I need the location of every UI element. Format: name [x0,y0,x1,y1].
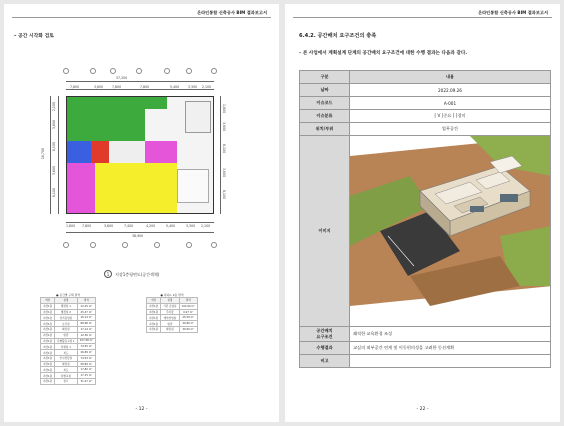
table-cell: 지상1층 [147,315,161,321]
table-cell: 31.47 m² [77,379,95,385]
table-cell: 지상1층 [41,344,55,350]
table-cell: 행정실 1 [55,303,78,309]
zone-magenta [145,141,177,163]
bottom-dim: 1,800 [66,224,76,228]
table-cell: 지상1층 [147,303,161,309]
table-cell: 30.50 m² [179,327,197,333]
left-dim: 8,100 [52,188,56,198]
table-caption: ● 지하1, 2층 면적 [160,292,184,297]
bottom-dim: 5,400 [166,224,176,228]
table-cell: 보건실 [55,321,78,327]
zone-yellow [95,163,177,213]
table-cell: 창고 [55,379,78,385]
right-dim: 3,600 [222,168,226,178]
grid-marker [90,242,96,248]
right-dim: 8,100 [222,190,226,200]
left-dim: 8,100 [52,142,56,152]
left-dim: 3,600 [52,166,56,176]
dim-line [58,96,59,214]
table-cell: 주차장 [161,309,179,315]
row-key: 이슈분류 [300,110,350,123]
right-dim: 3,600 [222,122,226,132]
row-key: 수행결과 [300,342,350,355]
table-header: 구분 [300,71,350,84]
top-total-dim: 37,200 [116,76,128,80]
grid-marker [186,242,192,248]
row-value: A-001 [350,97,551,110]
table-cell: 지상1층 [41,350,55,356]
row-value: [ V ]중요 [ ]경미 [350,110,551,123]
area-table-2 [146,292,198,333]
table-cell: 지상1층 [41,332,55,338]
table-header: 실명 [55,298,78,304]
page-number: - 12 - [135,407,148,412]
grid-marker [110,68,116,74]
table-cell: 기관 운영실 [161,303,179,309]
area-table-1 [40,292,96,385]
page-header: 온라인통합 신축공사 BIM 결과보고서 [197,10,267,15]
table-header: 면적 [77,298,95,304]
table-cell: 지상1층 [41,361,55,367]
table-cell: 현관 [55,332,78,338]
bottom-dim: 3,600 [104,224,114,228]
table-cell: 특별교실 [55,373,78,379]
bottom-dim: 4,200 [146,224,156,228]
grid-marker [186,68,192,74]
grid-marker [211,68,217,74]
top-dim: 7,800 [140,85,150,89]
top-dim: 3,300 [188,85,198,89]
table-header: 색상 [41,298,55,304]
left-dim: 3,600 [52,120,56,130]
page-number: - 22 - [416,407,429,412]
table-cell: 특별활동교실 1 [55,338,78,344]
grid-marker [63,242,69,248]
plan-caption-text: 지상1층평면도(공간색채) [115,272,160,277]
section-title: – 공간 시각화 검토 [14,34,54,39]
building-outline [66,96,214,214]
dim-line [50,96,51,214]
grid-marker [136,68,142,74]
table-cell: 복도 [55,350,78,356]
zone-magenta [67,163,95,213]
row-key: 위치/부위 [300,123,350,136]
dim-line [66,89,214,90]
header-rule [12,17,271,18]
render-cell [350,136,551,327]
table-cell: 상가용업실 [55,315,78,321]
table-cell: 26.89 m² [77,350,95,356]
grid-marker [122,242,128,248]
row-value [350,355,551,368]
table-cell: 지상1층 [41,303,55,309]
table-cell: 화장실 [55,327,78,333]
row-value: 교실의 외부공간 연계 및 이동편의성을 고려한 동선계획 [350,342,551,355]
table-cell: 25.50 m² [179,315,197,321]
plan-number: 1 [104,270,112,278]
row-key: 이미지 [300,136,350,327]
floor-plan [28,66,228,266]
dim-line [66,222,214,223]
table-cell: 12.36 m² [77,332,95,338]
row-value: 2022.09.26 [350,84,551,97]
table-cell: 지상1층 [41,327,55,333]
header-rule [293,17,552,18]
top-dim: 2,100 [202,85,212,89]
top-dim: 5,400 [170,85,180,89]
row-key: 비고 [300,355,350,368]
table-cell: 107.98 m² [77,338,95,344]
table-cell: 화장실 [55,361,78,367]
plan-caption [104,270,159,278]
right-dim: 8,100 [222,144,226,154]
grid-marker [211,242,217,248]
table-cell: 지상1층 [41,367,55,373]
table-cell: 17.14 m² [77,327,95,333]
table-row [41,379,96,385]
table-cell: 행정실 2 [55,309,78,315]
bottom-dim: 7,400 [124,224,134,228]
table-cell: 지상1층 [147,309,161,315]
zone-stair [185,101,211,133]
table-cell: 특별실 1 [55,344,78,350]
table-header: 색상 [147,298,161,304]
bottom-total-dim: 38,900 [132,234,144,238]
issue-table [299,70,551,368]
left-total-dim: 18,700 [41,148,45,160]
table-cell: 지상1층 [41,321,55,327]
row-key: 공간배치 요구조건 [300,327,350,342]
top-dim: 3,600 [94,85,104,89]
dim-line [66,81,214,82]
page-left [4,4,279,422]
bottom-dim: 2,100 [201,224,211,228]
table-row [147,327,198,333]
page-right [285,4,560,422]
table-cell: 58.89 m² [77,361,95,367]
table-cell: 지상1층 [41,355,55,361]
top-dim: 7,800 [70,85,80,89]
table-cell: 68.98 m² [77,321,95,327]
top-dim: 7,800 [112,85,122,89]
table-header: 내용 [350,71,551,84]
table-cell: 17.82 m² [77,367,95,373]
table-cell: 74.55 m² [77,344,95,350]
table-cell: 16.14 m² [77,315,95,321]
zone-corridor [109,141,145,163]
table-cell: 지상1층 [41,379,55,385]
grid-marker [90,68,96,74]
left-dim: 2,100 [52,102,56,112]
page-header: 온라인통합 신축공사 BIM 결과보고서 [478,10,548,15]
dim-line [220,96,221,214]
table-cell: 지상1층 [41,309,55,315]
table-cell: 74.53 m² [77,355,95,361]
row-value: 업무공간 [350,123,551,136]
table-cell: 12.25 m² [77,303,95,309]
zone-green [67,97,145,141]
bottom-dim: 7,800 [82,224,92,228]
dim-line [66,232,214,233]
table-cell: 25.47 m² [77,309,95,315]
table-cell: 복도 [55,367,78,373]
row-key: 날짜 [300,84,350,97]
table-cell: 계약상업실 [161,315,179,321]
grid-marker [154,242,160,248]
zone-blue [67,141,91,163]
bim-3d-render [350,136,550,326]
table-cell: 지상1층 [147,321,161,327]
table-header: 면적 [179,298,197,304]
zone-red [91,141,109,163]
table-caption: ● 공간별 구획 면적 [56,292,81,297]
table-cell: 17.15 m² [77,373,95,379]
grid-marker [63,68,69,74]
section-title: 6.4.2. 공간배치 요구조건의 충족 [299,33,377,39]
table-cell: 화장실 [161,327,179,333]
table-cell: 지상1층 [41,373,55,379]
right-dim: 1,800 [222,104,226,114]
grid-marker [164,68,170,74]
row-value: 쾌적한 교육환경 조성 [350,327,551,342]
table-cell: 지상1층 [41,338,55,344]
table-cell: 지상1층 [147,327,161,333]
table-cell: 192.90 m² [179,303,197,309]
render-illustration [350,136,550,326]
section-subtitle: – 본 사업에서 계획설계 단계의 공간배치 요구조건에 대한 수행 결과는 다음과 같다. [299,51,468,56]
zone-exterior [177,169,209,203]
table-cell: 40.80 m² [179,321,197,327]
table-cell: 9.97 m² [179,309,197,315]
table-cell: 현관 [161,321,179,327]
zone-green [145,97,167,109]
table-cell: 지상1층 [41,315,55,321]
table-header: 실명 [161,298,179,304]
row-key: 이슈코드 [300,97,350,110]
bottom-dim: 3,300 [186,224,196,228]
table-cell: 인사상담실 [55,355,78,361]
